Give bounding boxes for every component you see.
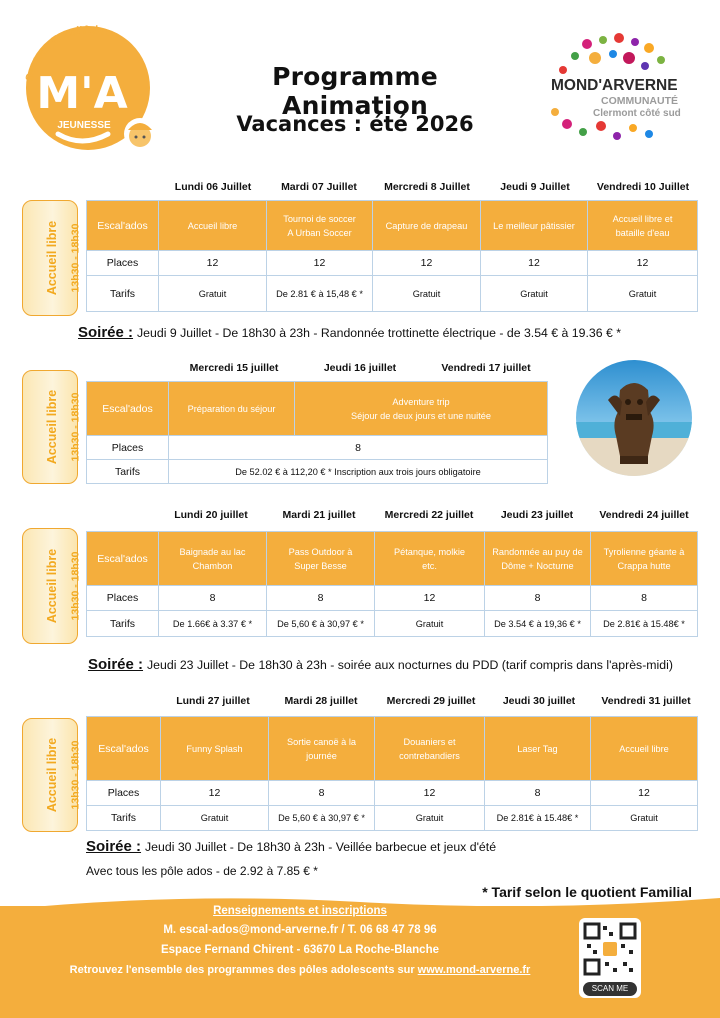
places-label: Places	[87, 251, 159, 276]
activity-cell: Randonnée au puy de Dôme + Nocturne	[485, 532, 591, 586]
activity-cell: Pétanque, molkie etc.	[375, 532, 485, 586]
day-header: Lundi 20 juillet	[174, 509, 248, 521]
tarif-value: De 3.54 € à 19,36 € *	[485, 611, 591, 637]
places-label: Places	[87, 781, 161, 806]
tag-label: Accueil libre	[45, 220, 60, 296]
places-label: Places	[87, 436, 169, 460]
activity-cell: Capture de drapeau	[373, 201, 481, 251]
day-header: Vendredi 10 Juillet	[596, 181, 690, 193]
tag-label: Accueil libre	[45, 737, 60, 813]
tarif-value: De 52.02 € à 112,20 € * Inscription aux trois jours obligatoire	[169, 460, 548, 484]
places-value: 12	[267, 251, 373, 276]
activity-cell: Tyrolienne géante à Crappa hutte	[591, 532, 698, 586]
soiree-extra: Avec tous les pôle ados - de 2.92 à 7.85 € *	[86, 864, 318, 878]
activity-cell: Le meilleur pâtissier	[481, 201, 588, 251]
tarif-value: Gratuit	[591, 806, 698, 831]
day-header: Mercredi 22 juillet	[384, 509, 474, 521]
soiree-line: Soirée : Jeudi 23 Juillet - De 18h30 à 23h - soirée aux nocturnes du PDD (tarif compris dans l'après-midi)	[88, 656, 673, 673]
places-value: 12	[591, 781, 698, 806]
places-value: 12	[481, 251, 588, 276]
day-header: Mercredi 29 juillet	[386, 695, 476, 707]
accueil-libre-tag	[22, 528, 82, 644]
footer-contact[interactable]: M. escal-ados@mond-arverne.fr / T. 06 68 47 78 96	[163, 924, 437, 936]
places-label: Places	[87, 586, 159, 611]
tarif-value: Gratuit	[481, 276, 588, 312]
places-value: 12	[588, 251, 698, 276]
tarif-value: Gratuit	[159, 276, 267, 312]
mond-arverne-logo	[545, 32, 705, 142]
ma-jeunesse-logo	[18, 10, 168, 160]
tag-hours: 13h30 - 18h30	[69, 551, 82, 621]
activity-cell: Adventure trip Séjour de deux jours et une nuitée	[295, 382, 548, 436]
tarif-value: De 5,60 € à 30,97 € *	[269, 806, 375, 831]
activity-cell: Pass Outdoor à Super Besse	[267, 532, 375, 586]
activity-cell: Funny Splash	[161, 717, 269, 781]
row-label: Escal'ados	[87, 532, 159, 586]
svg-text:JEUNESSE: JEUNESSE	[57, 120, 111, 131]
tarif-value: De 2.81 € à 15,48 € *	[267, 276, 373, 312]
week2-table	[86, 381, 548, 484]
tag-hours: 13h30 - 18h30	[69, 392, 82, 462]
tarif-note: * Tarif selon le quotient Familial	[482, 884, 692, 900]
svg-text:Clermont côté sud: Clermont côté sud	[593, 108, 681, 119]
places-value: 12	[373, 251, 481, 276]
day-header: Mercredi 15 juillet	[189, 362, 279, 374]
day-header: Vendredi 24 juillet	[599, 509, 689, 521]
tag-label: Accueil libre	[45, 548, 60, 624]
places-value: 8	[267, 586, 375, 611]
footer-heading: Renseignements et inscriptions	[213, 905, 387, 917]
accueil-libre-tag	[22, 370, 82, 484]
day-header: Lundi 27 juillet	[176, 695, 250, 707]
places-value: 8	[485, 781, 591, 806]
day-header: Vendredi 17 juillet	[441, 362, 531, 374]
day-header: Mardi 21 juillet	[282, 509, 356, 521]
activity-cell: Douaniers et contrebandiers	[375, 717, 485, 781]
week3-table	[86, 531, 698, 637]
statue-beach-photo	[576, 360, 692, 476]
tarif-value: Gratuit	[373, 276, 481, 312]
tarif-value: Gratuit	[161, 806, 269, 831]
row-label: Escal'ados	[87, 382, 169, 436]
svg-text:COMMUNAUTÉ: COMMUNAUTÉ	[601, 95, 678, 107]
footer-address: Espace Fernand Chirent - 63670 La Roche-Blanche	[160, 944, 439, 956]
places-value: 8	[591, 586, 698, 611]
week4-table	[86, 716, 698, 831]
day-header: Jeudi 30 juillet	[502, 695, 576, 707]
tarif-value: De 2.81€ à 15.48€ *	[591, 611, 698, 637]
svg-text:Secteur Escal'Ados: Secteur Escal'Ados	[23, 23, 113, 83]
website-link[interactable]: www.mond-arverne.fr	[417, 964, 531, 976]
tarif-value: Gratuit	[375, 806, 485, 831]
accueil-libre-tag	[22, 200, 82, 316]
tarif-value: Gratuit	[588, 276, 698, 312]
tarif-value: Gratuit	[375, 611, 485, 637]
places-value: 8	[159, 586, 267, 611]
places-value: 8	[169, 436, 548, 460]
page-title: Programme Animation	[272, 62, 438, 120]
day-header: Mardi 07 Juillet	[281, 181, 357, 193]
tag-label: Accueil libre	[45, 389, 60, 465]
svg-text:M'A: M'A	[36, 68, 128, 119]
activity-cell: Laser Tag	[485, 717, 591, 781]
tarif-value: De 5,60 € à 30,97 € *	[267, 611, 375, 637]
activity-cell: Tournoi de soccer A Urban Soccer	[267, 201, 373, 251]
activity-cell: Accueil libre	[591, 717, 698, 781]
soiree-line: Soirée : Jeudi 9 Juillet - De 18h30 à 23h - Randonnée trottinette électrique - de 3.54 € à 19.36 € *	[78, 324, 622, 341]
footer-more: Retrouvez l'ensemble des programmes des pôles adolescents sur www.mond-arverne.fr	[69, 964, 531, 976]
day-header: Jeudi 23 juillet	[500, 509, 574, 521]
day-header: Lundi 06 Juillet	[174, 181, 252, 193]
places-value: 12	[161, 781, 269, 806]
tarifs-label: Tarifs	[87, 611, 159, 637]
soiree-line: Soirée : Jeudi 30 Juillet - De 18h30 à 23h - Veillée barbecue et jeux d'été	[86, 838, 497, 855]
tag-hours: 13h30 - 18h30	[69, 740, 82, 810]
week1-table	[86, 200, 698, 312]
tarif-value: De 1.66€ à 3.37 € *	[159, 611, 267, 637]
svg-text:MOND'ARVERNE: MOND'ARVERNE	[551, 77, 678, 94]
activity-cell: Sortie canoë à la journée	[269, 717, 375, 781]
day-header: Mardi 28 juillet	[284, 695, 358, 707]
tag-hours: 13h30 - 18h30	[69, 223, 82, 293]
row-label: Escal'ados	[87, 717, 161, 781]
activity-cell: Accueil libre	[159, 201, 267, 251]
places-value: 12	[375, 781, 485, 806]
places-value: 8	[485, 586, 591, 611]
accueil-libre-tag	[22, 718, 82, 832]
day-header: Jeudi 16 juillet	[323, 362, 397, 374]
tarifs-label: Tarifs	[87, 276, 159, 312]
tarif-value: De 2.81€ à 15.48€ *	[485, 806, 591, 831]
activity-cell: Préparation du séjour	[169, 382, 295, 436]
places-value: 8	[269, 781, 375, 806]
qr-code-icon	[579, 918, 641, 982]
day-header: Mercredi 8 Juillet	[384, 181, 470, 193]
page-subtitle: Vacances : été 2026	[236, 112, 474, 136]
row-label: Escal'ados	[87, 201, 159, 251]
places-value: 12	[375, 586, 485, 611]
activity-cell: Baignade au lac Chambon	[159, 532, 267, 586]
scan-me-label: SCAN ME	[583, 982, 637, 996]
tarifs-label: Tarifs	[87, 806, 161, 831]
places-value: 12	[159, 251, 267, 276]
day-header: Vendredi 31 juillet	[601, 695, 691, 707]
day-header: Jeudi 9 Juillet	[500, 181, 570, 193]
tarifs-label: Tarifs	[87, 460, 169, 484]
activity-cell: Accueil libre et bataille d'eau	[588, 201, 698, 251]
